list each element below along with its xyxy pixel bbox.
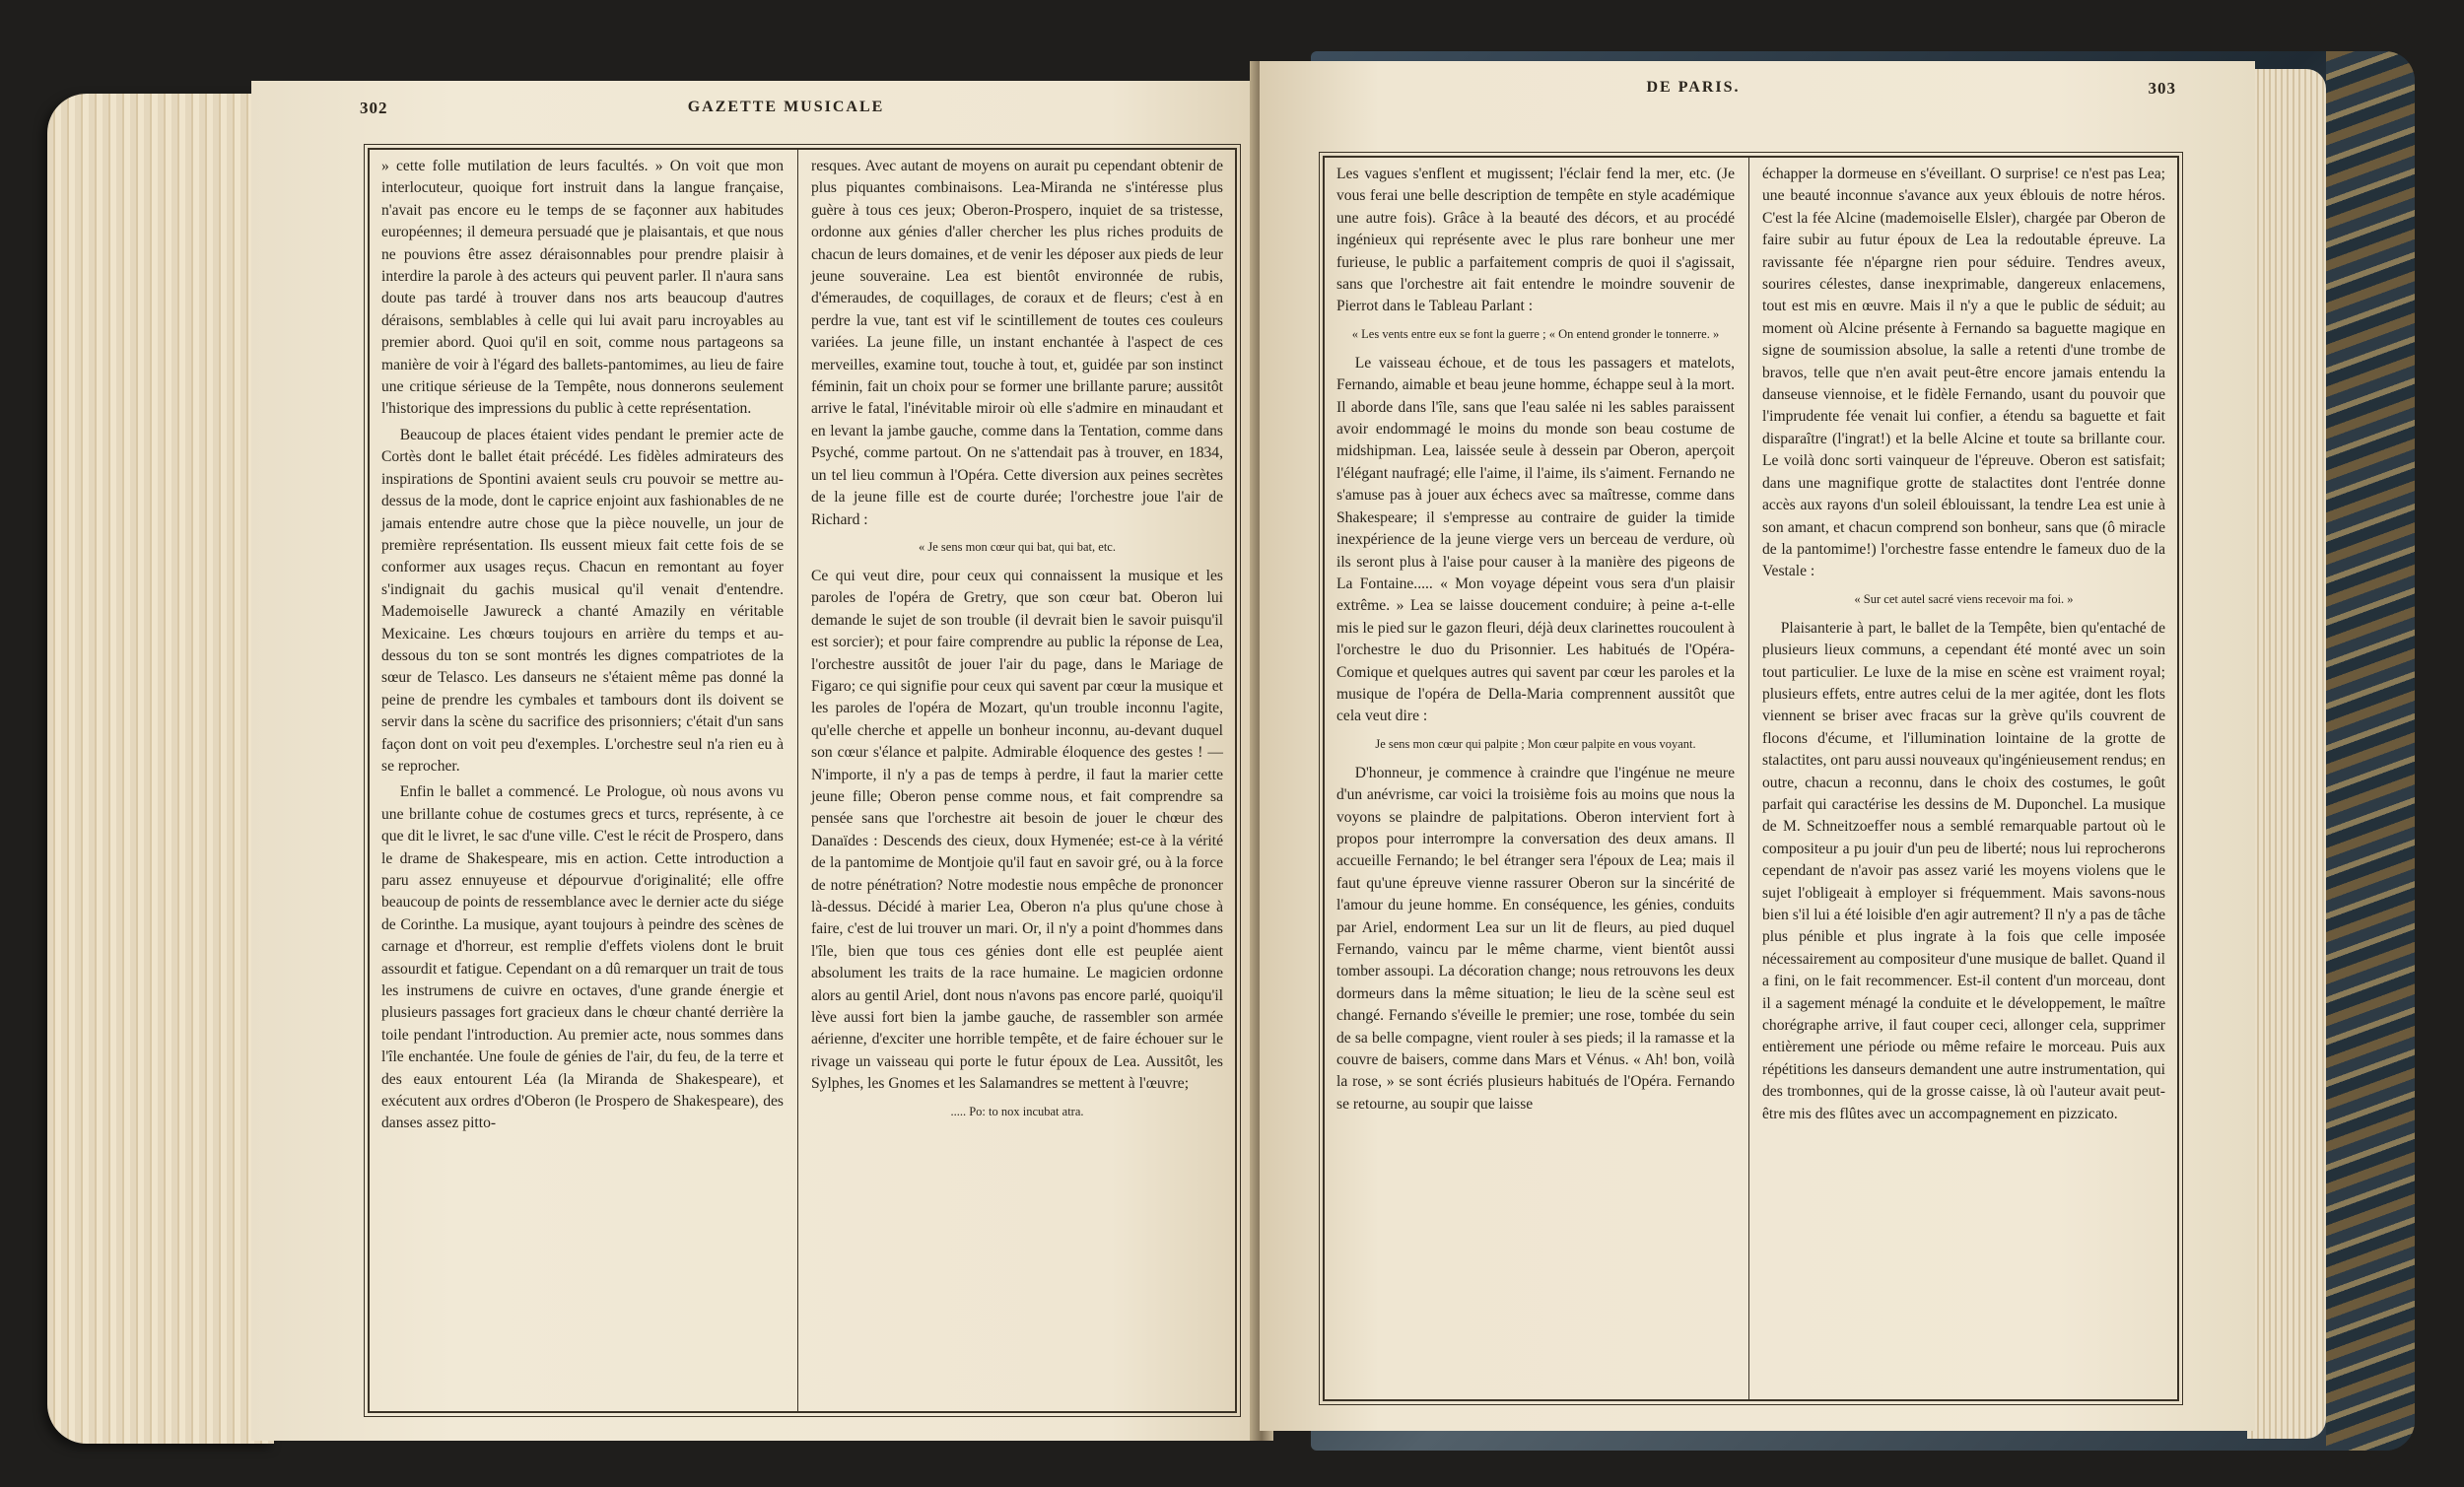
paragraph: resques. Avec autant de moyens on aurait pu cependant obtenir de plus piquantes combinaisons. Lea-Miranda ne s'intéresse plus guère à tous ces jeux; Oberon-Prospero, inquiet de sa tristesse, ordonne aux génies d'aller chercher les plus riches produits de chacun de leurs domaines, et de venir les déposer aux pieds de leur jeune souveraine. Lea est bientôt environnée de rubis, d'émeraudes, de coquillages, de coraux et de fleurs; c'est à en perdre la vue, tant est vif le scintillement de toutes ces couleurs variées. La jeune fille, un instant enchantée à l'aspect de ces merveilles, examine tout, touche à tout, et, guidée par son instinct féminin, fait un choix pour se former une brillante parure; aussitôt arrive le fatal, l'inévitable miroir où elle s'admire en minaudant et en levant la jambe gauche, comme dans la Tentation, comme dans Psyché, comme partout. On ne s'attendait pas à trouver, en 1834, un tel lieu commun à l'Opéra. Cette diversion aux peines secrètes de la jeune fille est de courte durée; l'orchestre joue l'air de Richard : — [811, 158, 1223, 528]
paragraph: échapper la dormeuse en s'éveillant. O surprise! ce n'est pas Lea; une beauté inconnue s'avance aux yeux éblouis de notre héros. C'est la fée Alcine (mademoiselle Elsler), chargée par Oberon de faire subir au futur époux de Lea la redoutable épreuve. La ravissante fée n'épargne rien pour séduire. Tendres aveux, sourires célestes, danse inexprimable, dangereux enlacemens, tout est mis en œuvre. Mais il n'y a que le public de séduit; au moment où Alcine présente à Fernando sa baguette magique en signe de soumission absolue, la salle a retenti d'une trombe de bravos, telle que n'en avait peut-être encore jamais entendu la danseuse viennoise, et le fidèle Fernando, usant du pouvoir que l'imprudente fée venait lui confier, a étendu sa baguette et fait disparaître (l'ingrat!) et la belle Alcine et toute sa brillante cour. Le voilà donc sorti vainqueur de l'épreuve. Oberon est satisfait; dans une magnifique grotte de stalactites dont l'entrée donne accès aux rayons d'un soleil éblouissant, la tendre Lea est unie à son amant, et chacun comprend son bonheur, sans que (ô miracle de la pantomime!) l'orchestre fasse entendre le fameux duo de la Vestale : — [1762, 166, 2165, 580]
paragraph: Ce qui veut dire, pour ceux qui connaissent la musique et les paroles de l'opéra de Gretry, que son cœur bat. Oberon lui demande le sujet de son trouble (il devrait bien le savoir puisqu'il est sorcier); et pour faire comprendre au public la réponse de Lea, l'orchestre aussitôt de jouer l'air du page, dans le Mariage de Figaro; ce qui signifie pour ceux qui savent par cœur la musique et les paroles de l'opéra de Mozart, qu'un trouble inconnu l'agite, qu'elle cherche et appelle un bonheur inconnu, au-devant duquel son cœur s'élance et palpite. Admirable éloquence des gestes ! — N'importe, il n'y a pas de temps à perdre, il faut la marier cette jeune fille; Oberon pense comme nous, et fait comprendre sa pensée sans que l'orchestre ait besoin de jouer le chœur des Danaïdes : Descends des cieux, doux Hymenée; est-ce à la vérité de la pantomime de Montjoie qu'il faut en savoir gré, ou à la force de notre pénétration? Notre modestie nous empêche de prononcer là-dessus. Décidé à marier Lea, Oberon n'a plus qu'une chose à faire, c'est de lui trouver un mari. Or, il n'y a point d'hommes dans l'île, bien que tous ces génies dont elle est peuplée aient absolument les traits de la race humaine. Le magicien ordonne alors au gentil Ariel, dont nous n'avons pas encore parlé, quoiqu'il lève aussi fort bien la jambe gauche, de rassembler son armée aérienne, d'exciter une horrible tempête, et de faire échouer sur le rivage un vaisseau qui porte le futur époux de Lea. Aussitôt, les Sylphes, les Gnomes et les Salamandres se mettent à l'œuvre; — [811, 567, 1223, 1093]
text-frame — [368, 148, 1237, 1413]
left-page — [251, 81, 1262, 1441]
running-head: GAZETTE MUSICALE — [687, 99, 885, 115]
column-2 — [799, 150, 1235, 1411]
column-2 — [1750, 158, 2177, 1399]
running-head: DE PARIS. — [1646, 79, 1741, 96]
left-header — [251, 99, 1262, 126]
page-number: 302 — [360, 99, 388, 117]
column-rule — [1748, 158, 1749, 1399]
paragraph: Les vagues s'enflent et mugissent; l'éclair fend la mer, etc. (Je vous ferai une belle description de tempête en style académique une autre fois). Grâce à la beauté des décors, et au procédé ingénieux qui représente avec le plus rare bonheur une mer furieuse, le public a parfaitement compris de quoi il s'agissait, sans que l'orchestre ait fait entendre le moindre souvenir de Pierrot dans le Tableau Parlant : — [1336, 166, 1735, 315]
paragraph: Le vaisseau échoue, et de tous les passagers et matelots, Fernando, aimable et beau jeune homme, échappe seul à la mort. Il aborde dans l'île, sans que l'eau salée ni les sables paraissent avoir endommagé le moins du monde son beau costume de midshipman. Lea, laissée seule à dessein par Oberon, aperçoit l'élégant naufragé; elle l'aime, il l'aime, ils s'aiment. Fernando ne s'amuse pas à jouer aux échecs avec sa maîtresse, comme dans Shakespeare; il s'empresse au contraire de guider la timide inexpérience de la jeune vierge vers un berceau de verdure, où ils seront plus à l'aise pour causer à la manière des pigeons de La Fontaine..... « Mon voyage dépeint vous sera d'un plaisir extrême. » Lea se laisse doucement conduire; à peine a-t-elle mis le pied sur le gazon fleuri, déjà deux clarinettes roucoulent à l'orchestre le duo du Prisonnier. Les habitués de l'Opéra-Comique et quelques autres qui savent par cœur les paroles et la musique de l'opéra de Della-Maria comprennent aussitôt que cela veut dire : — [1336, 354, 1735, 725]
paragraph: D'honneur, je commence à craindre que l'ingénue ne meure d'un anévrisme, car voici la troisième fois au moins que nous la voyons se plaindre de palpitations. Oberon intervient fort à propos pour interrompre la conversation des deux amans. Il accueille Fernando; le bel étranger sera l'époux de Lea; mais il faut qu'une épreuve vienne rassurer Oberon sur la sincérité de l'amour du jeune homme. En conséquence, les génies, conduits par Ariel, endorment Lea sur un lit de fleurs, au pied duquel Fernando, vaincu par le même charme, vient bientôt aussi tomber assoupi. La décoration change; nous retrouvons les deux dormeurs dans la même situation; le lieu de la scène seul est changé. Fernando s'éveille le premier; une rose, tombée du sein de sa belle compagne, vient rouler à ses pieds; il la ramasse et la couvre de baisers, comme dans Mars et Vénus. « Ah! bon, voilà la rose, » se sont écriés plusieurs habitués de l'Opéra. Fernando se retourne, au soupir que laisse — [1336, 764, 1735, 1113]
column-1 — [370, 150, 795, 1411]
page-edges-left — [47, 94, 274, 1444]
paragraph: Beaucoup de places étaient vides pendant le premier acte de Cortès dont le ballet était précédé. Les fidèles admirateurs des inspirations de Spontini avaient seuls cru pouvoir se mettre au-dessus de la mode, dont le caprice enjoint aux fashionables de ne jamais entendre autre chose que la pièce nouvelle, un jour de première représentation. Ils eussent mieux fait cette fois de se conformer aux usages reçus. Chacun en remontant au foyer s'indignait du gachis musical qu'il venait d'entendre. Mademoiselle Jawureck a chanté Amazily en véritable Mexicaine. Les chœurs toujours en arrière du temps et au-dessous du ton se sont montrés les dignes compatriotes de la sœur de Telasco. Les danseurs ne s'étaient même pas donné la peine de prendre les cymbales et tambours dont ils doivent se servir dans la scène du sacrifice des prisonniers; c'était d'un sans façon dont on voit peu d'exemples. L'orchestre seul n'a rien eu à se reprocher. — [381, 426, 784, 775]
paragraph: Plaisanterie à part, le ballet de la Tempête, bien qu'entaché de plusieurs lieux communs, a cependant été monté avec un soin tout particulier. Le luxe de la mise en scène est vraiment royal; plusieurs effets, entre autres celui de la mer agitée, dont les flots viennent se briser avec fracas sur la grève qu'ils couvrent de flocons d'écume, et l'illumination lointaine de la grotte de stalactites, ont paru aussi nouveaux qu'ingénieusement rendus; en outre, chacun a reconnu, dans le choix des costumes, le goût parfait qui caractérise les dessins de M. Duponchel. La musique de M. Schneitzoeffer nous a semblé remarquable partout où le compositeur a pu jouir d'un peu de liberté; nous lui reprocherons cependant de n'avoir pas assez varié les moyens violens que le sujet l'obligeait à employer si fréquemment. Mais savons-nous bien s'il lui a été loisible d'en agir autrement? Il n'y a pas de tâche plus pénible et plus ingrate à la fois que celle imposée nécessairement au compositeur d'une musique de ballet. Quand il a fini, on le fait recommencer. Est-il content d'un morceau, dont il a sagement ménagé la conduite et le développement, le maître chorégraphe arrive, il faut couper ceci, allonger cela, supprimer entièrement une période ou même refaire le morceau. Puis aux répétitions les danseurs demandent une autre instrumentation, qui des trombonnes, qui de la grosse caisse, là où l'auteur avait peut-être mis des flûtes avec un accompagnement en pizzicato. — [1762, 619, 2166, 1122]
quoted-verse: « Les vents entre eux se font la guerre ; « On entend gronder le tonnerre. » — [1351, 326, 1720, 341]
column-rule — [797, 150, 798, 1411]
quoted-verse: Je sens mon cœur qui palpite ; Mon cœur palpite en vous voyant. — [1375, 736, 1696, 751]
page-edges-right — [2247, 69, 2326, 1439]
quoted-verse: ..... Po: to nox incubat atra. — [950, 1104, 1084, 1118]
quoted-verse: « Sur cet autel sacré viens recevoir ma foi. » — [1854, 591, 2074, 606]
right-page — [1260, 61, 2255, 1431]
text-frame — [1323, 156, 2179, 1401]
quoted-verse: « Je sens mon cœur qui bat, qui bat, etc. — [919, 539, 1116, 554]
page-number: 303 — [2148, 79, 2176, 98]
paragraph: Enfin le ballet a commencé. Le Prologue, où nous avons vu une brillante cohue de costumes grecs et turcs, représente, à ce que dit le livret, le sac d'une ville. C'est le récit de Prospero, dans le drame de Shakespeare, mis en action. Cette introduction a paru assez ennuyeuse et dépourvue d'originalité; elle offre beaucoup de points de ressemblance avec le dernier acte du siége de Corinthe. La musique, ayant toujours à peindre des scènes de carnage et d'horreur, est remplie d'effets violens dont le bruit assourdit et fatigue. Cependant on a dû remarquer un trait de tous les instrumens de cuivre en octaves, d'une grande énergie et plusieurs passages fort gracieux dans le chœur chanté derrière la toile pendant l'introduction. Au premier acte, nous sommes dans l'île enchantée. Une foule de génies de l'air, du feu, de la terre et des eaux entourent Léa (la Miranda de Shakespeare), et exécutent aux ordres d'Oberon (le Prospero de Shakespeare), des danses assez pitto- — [381, 783, 784, 1132]
column-1 — [1325, 158, 1746, 1399]
paragraph: » cette folle mutilation de leurs facultés. » On voit que mon interlocuteur, quoique fort instruit dans la langue française, n'avait pas encore eu le temps de se façonner aux habitudes européennes; il demeura persuadé que je plaisantais, et que nous ne pouvions être assez déraisonnables pour prendre plaisir à interdire la parole à des acteurs qui peuvent parler. Il n'aura sans doute pas tardé à trouver dans nos arts beaucoup d'autres déraisons, semblables à celle qui lui avait paru incroyables au premier abord. Quoi qu'il en soit, comme nous partageons sa manière de voir à l'égard des ballets-pantomimes, au lieu de faire une critique sérieuse de la Tempête, nous donnerons seulement l'historique des impressions du public à cette représentation. — [381, 158, 784, 418]
right-header — [1260, 79, 2255, 106]
